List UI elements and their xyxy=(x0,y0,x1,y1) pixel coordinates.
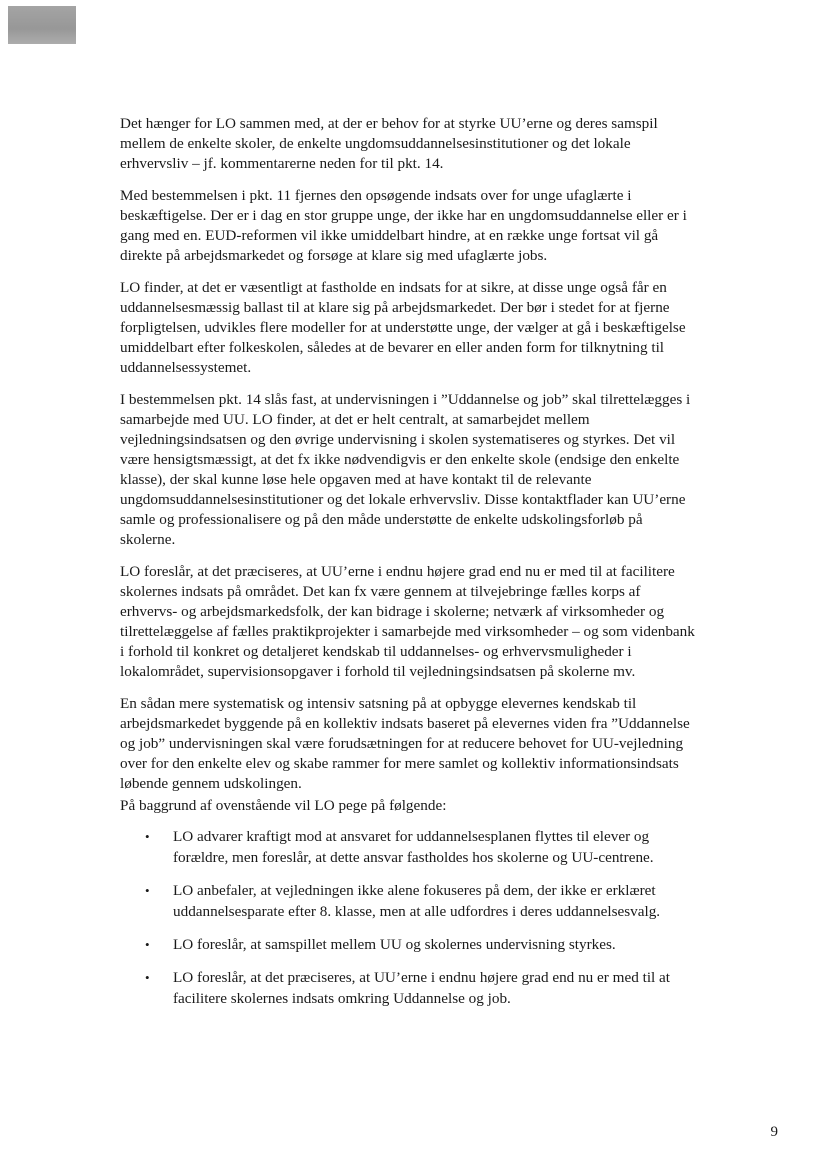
paragraph-4: I bestemmelsen pkt. 14 slås fast, at undervisningen i ”Uddannelse og job” skal tilrettelægges i samarbejde med UU. LO finder, at det er helt centralt, at samarbejdet mellem vejledningsindsatsen og den øvrige undervisning i skolen systematiseres og styrkes. Det vil være hensigtsmæssigt, at det fx ikke nødvendigvis er den enkelte skole (endsige den enkelte klasse), der skal kunne løse hele opgaven med at have kontakt til de relevante ungdomsuddannelsesinstitutioner og det lokale erhvervsliv. Disse kontaktflader kan UU’erne samle og professionalisere og på den måde understøtte de enkelte udskolingsforløb på skolerne. xyxy=(120,391,691,548)
list-item-text: LO foreslår, at det præciseres, at UU’erne i endnu højere grad end nu er med til at facilitere skolernes indsats omkring Uddannelse og job. xyxy=(173,969,671,1007)
list-item-text: LO anbefaler, at vejledningen ikke alene fokuseres på dem, der ikke er erklæret uddannelsesparate efter 8. klasse, men at alle udfordres i deres uddannelsesvalg. xyxy=(173,882,661,920)
recommendation-list xyxy=(120,826,698,1009)
list-item xyxy=(120,880,698,922)
page-number: 9 xyxy=(770,1124,778,1140)
document-body xyxy=(120,114,698,1021)
bullet-icon: • xyxy=(145,829,150,844)
list-item xyxy=(120,967,698,1009)
list-item xyxy=(120,934,698,955)
paragraph-2: Med bestemmelsen i pkt. 11 fjernes den opsøgende indsats over for unge ufaglærte i beskæftigelse. Der er i dag en stor gruppe unge, der ikke har en ungdomsuddannelse eller er i gang med en. EUD-reformen vil ikke umiddelbart hindre, at en række unge fortsat vil gå direkte på arbejdsmarkedet og forsøge at klare sig med ufaglærte jobs. xyxy=(120,187,687,264)
list-item-text: LO advarer kraftigt mod at ansvaret for uddannelsesplanen flyttes til elever og forældre, men foreslår, at dette ansvar fastholdes hos skolerne og UU-centrene. xyxy=(173,828,654,866)
bullet-icon: • xyxy=(145,937,150,952)
paragraph-1: Det hænger for LO sammen med, at der er behov for at styrke UU’erne og deres samspil mellem de enkelte skoler, de enkelte ungdomsuddannelsesinstitutioner og det lokale erhvervsliv – jf. kommentarerne neden for til pkt. 14. xyxy=(120,115,658,172)
list-item-text: LO foreslår, at samspillet mellem UU og skolernes undervisning styrkes. xyxy=(173,936,616,953)
paragraph-3: LO finder, at det er væsentligt at fastholde en indsats for at sikre, at disse unge også får en uddannelsesmæssig ballast til at klare sig på arbejdsmarkedet. Der bør i stedet for at fjerne forpligtelsen, udvikles flere modeller for at understøtte unge, der vælger at gå i beskæftigelse umiddelbart efter folkeskolen, således at de bevarer en eller anden form for tilknytning til uddannelsessystemet. xyxy=(120,279,686,376)
list-item xyxy=(120,826,698,868)
bullet-icon: • xyxy=(145,883,150,898)
paragraph-5: LO foreslår, at det præciseres, at UU’erne i endnu højere grad end nu er med til at facilitere skolernes indsats på området. Det kan fx være gennem at tilvejebringe fælles korps af erhvervs- og arbejdsmarkedsfolk, der kan bidrage i skolerne; netværk af virksomheder og tilrettelæggelse af fælles praktikprojekter i samarbejde med virksomheder – og som videnbank i forhold til konkret og detaljeret kendskab til uddannelses- og erhvervsmuligheder i lokalområdet, supervisionsopgaver i forhold til vejledningsindsatsen på skolerne mv. xyxy=(120,563,695,680)
scan-mark xyxy=(8,6,76,44)
paragraph-6: En sådan mere systematisk og intensiv satsning på at opbygge elevernes kendskab til arbejdsmarkedet byggende på en kollektiv indsats baseret på elevernes viden fra ”Uddannelse og job” undervisningen skal være forudsætningen for at reducere behovet for UU-vejledning over for den enkelte elev og skabe rammer for mere samlet og kollektiv informationsindsats løbende gennem udskolingen. xyxy=(120,695,690,792)
intro-line: På baggrund af ovenstående vil LO pege på følgende: xyxy=(120,797,447,814)
bullet-icon: • xyxy=(145,970,150,985)
